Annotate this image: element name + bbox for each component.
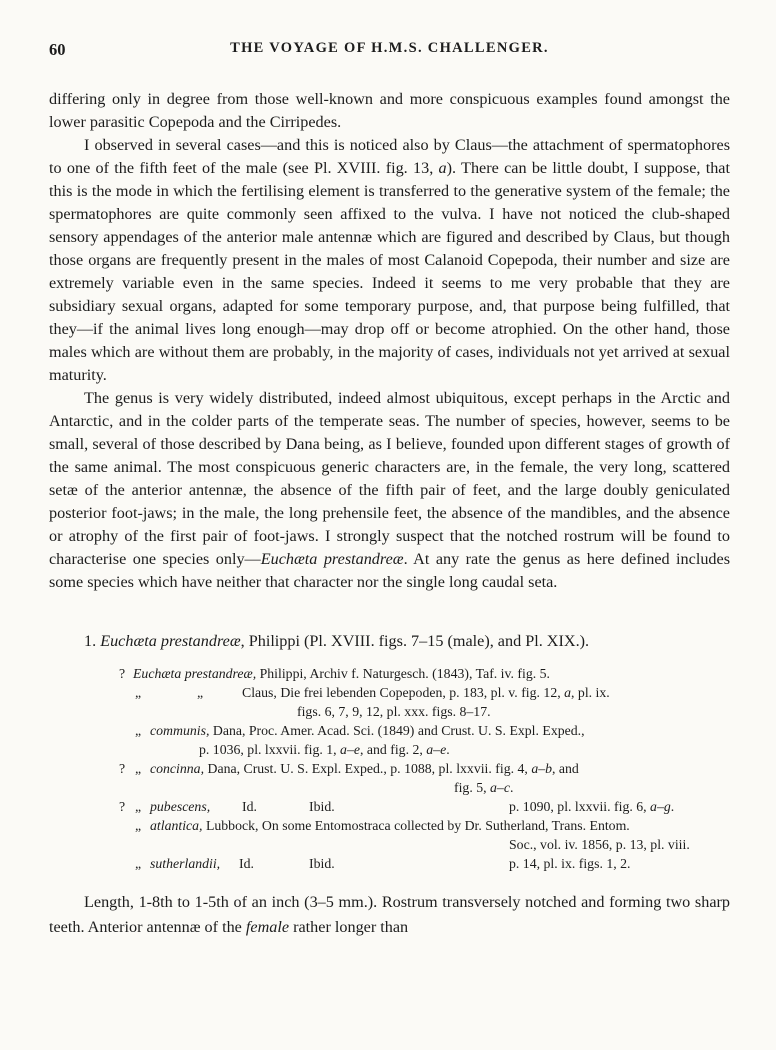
species-heading: 1. Euchæta prestandreæ, Philippi (Pl. XVIII. figs. 7–15 (male), and Pl. XIX.). bbox=[84, 632, 590, 650]
synonymy-citation-continuation: figs. 6, 7, 9, 12, pl. xxx. figs. 8–17. bbox=[297, 704, 491, 719]
synonymy-page-ref: p. 14, pl. ix. figs. 1, 2. bbox=[509, 856, 631, 871]
running-title: THE VOYAGE OF H.M.S. CHALLENGER. bbox=[230, 40, 549, 56]
synonymy-page-ref: p. 1090, pl. lxxvii. fig. 6, a–g. bbox=[509, 799, 675, 814]
synonymy-citation-continuation: fig. 5, a–c. bbox=[454, 780, 514, 795]
synonymy-citation: Claus, Die frei lebenden Copepoden, p. 183, pl. v. fig. 12, a, pl. ix. bbox=[242, 685, 610, 700]
synonymy-species-name: sutherlandii, bbox=[150, 856, 221, 871]
synonymy-citation-continuation: p. 1036, pl. lxxvii. fig. 1, a–e, and fig. 2, a–e. bbox=[199, 742, 450, 757]
synonymy-ditto-mark: „ bbox=[135, 799, 142, 814]
synonymy-line bbox=[49, 666, 730, 685]
running-head bbox=[49, 40, 730, 58]
synonymy-line bbox=[49, 685, 730, 704]
synonymy-line bbox=[49, 723, 730, 742]
synonymy-species-name: pubescens, bbox=[150, 799, 211, 814]
body-text bbox=[49, 88, 730, 594]
synonymy-citation: atlantica, Lubbock, On some Entomostraca collected by Dr. Sutherland, Trans. Entom. bbox=[150, 818, 630, 833]
synonymy-query-mark: ? bbox=[119, 799, 126, 814]
synonymy-query-mark: ? bbox=[119, 666, 126, 681]
synonymy-author-abbrev: Id. bbox=[239, 856, 254, 871]
synonymy-source-abbrev: Ibid. bbox=[309, 856, 335, 871]
paragraph-continuation: differing only in degree from those well-known and more conspicuous examples found amongst the lower parasitic Copepoda and the Cirripedes. bbox=[49, 90, 730, 131]
synonymy-author-abbrev: Id. bbox=[242, 799, 257, 814]
synonymy-ditto-mark: „ bbox=[135, 761, 142, 776]
synonymy-list bbox=[49, 666, 730, 875]
synonymy-ditto-mark: „ bbox=[135, 685, 142, 700]
synonymy-citation-continuation: Soc., vol. iv. 1856, p. 13, pl. viii. bbox=[509, 837, 690, 852]
synonymy-citation: Euchæta prestandreæ, Philippi, Archiv f. Naturgesch. (1843), Taf. iv. fig. 5. bbox=[133, 666, 550, 681]
synonymy-ditto-mark: „ bbox=[197, 685, 204, 700]
synonymy-citation: communis, Dana, Proc. Amer. Acad. Sci. (1849) and Crust. U. S. Expl. Exped., bbox=[150, 723, 585, 738]
synonymy-source-abbrev: Ibid. bbox=[309, 799, 335, 814]
synonymy-line bbox=[49, 704, 730, 723]
synonymy-line bbox=[49, 742, 730, 761]
paragraph: I observed in several cases—and this is noticed also by Claus—the attachment of spermatophores to one of the fifth feet of the male (see Pl. XVIII. fig. 13, a). There can be little doubt, I suppose, that this is the mode in which the fertilising element is transferred to the generative system of the female; the spermatophores are quite commonly seen affixed to the vulva. I have not noticed the club-shaped sensory appendages of the anterior male antennæ which are figured and described by Claus, but though those organs are frequently present in the males of most Calanoid Copepoda, their number and size are extremely variable even in the same species. Indeed it seems to me very probable that they are subsidiary sexual organs, adapted for some temporary purpose, and, that purpose being fulfilled, that they—if the animal lives long enough—may drop off or become atrophied. On the other hand, those males which are without them are probably, in the majority of cases, individuals not yet arrived at sexual maturity. bbox=[49, 136, 730, 384]
synonymy-ditto-mark: „ bbox=[135, 818, 142, 833]
synonymy-line bbox=[49, 837, 730, 856]
paragraph: Length, 1-8th to 1-5th of an inch (3–5 mm.). Rostrum transversely notched and forming two sharp teeth. Anterior antennæ of the female rather longer than bbox=[49, 893, 730, 936]
synonymy-ditto-mark: „ bbox=[135, 723, 142, 738]
synonymy-line bbox=[49, 818, 730, 837]
synonymy-line bbox=[49, 799, 730, 818]
synonymy-query-mark: ? bbox=[119, 761, 126, 776]
synonymy-line bbox=[49, 761, 730, 780]
synonymy-citation: concinna, Dana, Crust. U. S. Expl. Exped., p. 1088, pl. lxxvii. fig. 4, a–b, and bbox=[150, 761, 579, 776]
synonymy-line bbox=[49, 856, 730, 875]
synonymy-ditto-mark: „ bbox=[135, 856, 142, 871]
synonymy-line bbox=[49, 780, 730, 799]
paragraph: The genus is very widely distributed, indeed almost ubiquitous, except perhaps in the Arctic and Antarctic, and in the colder parts of the temperate seas. The number of species, however, seems to be small, several of those described by Dana being, as I believe, founded upon different stages of growth of the same animal. The most conspicuous generic characters are, in the female, the very long, scattered setæ of the anterior antennæ, the absence of the fifth pair of feet, and the large doubly geniculated posterior foot-jaws; in the male, the long prehensile feet, the absence of the mandibles, and the absence or atrophy of the first pair of foot-jaws. I strongly suspect that the notched rostrum will be found to characterise one species only—Euchæta prestandreæ. At any rate the genus as here defined includes some species which have neither that character nor the single long caudal seta. bbox=[49, 389, 730, 591]
page-number: 60 bbox=[49, 40, 66, 59]
